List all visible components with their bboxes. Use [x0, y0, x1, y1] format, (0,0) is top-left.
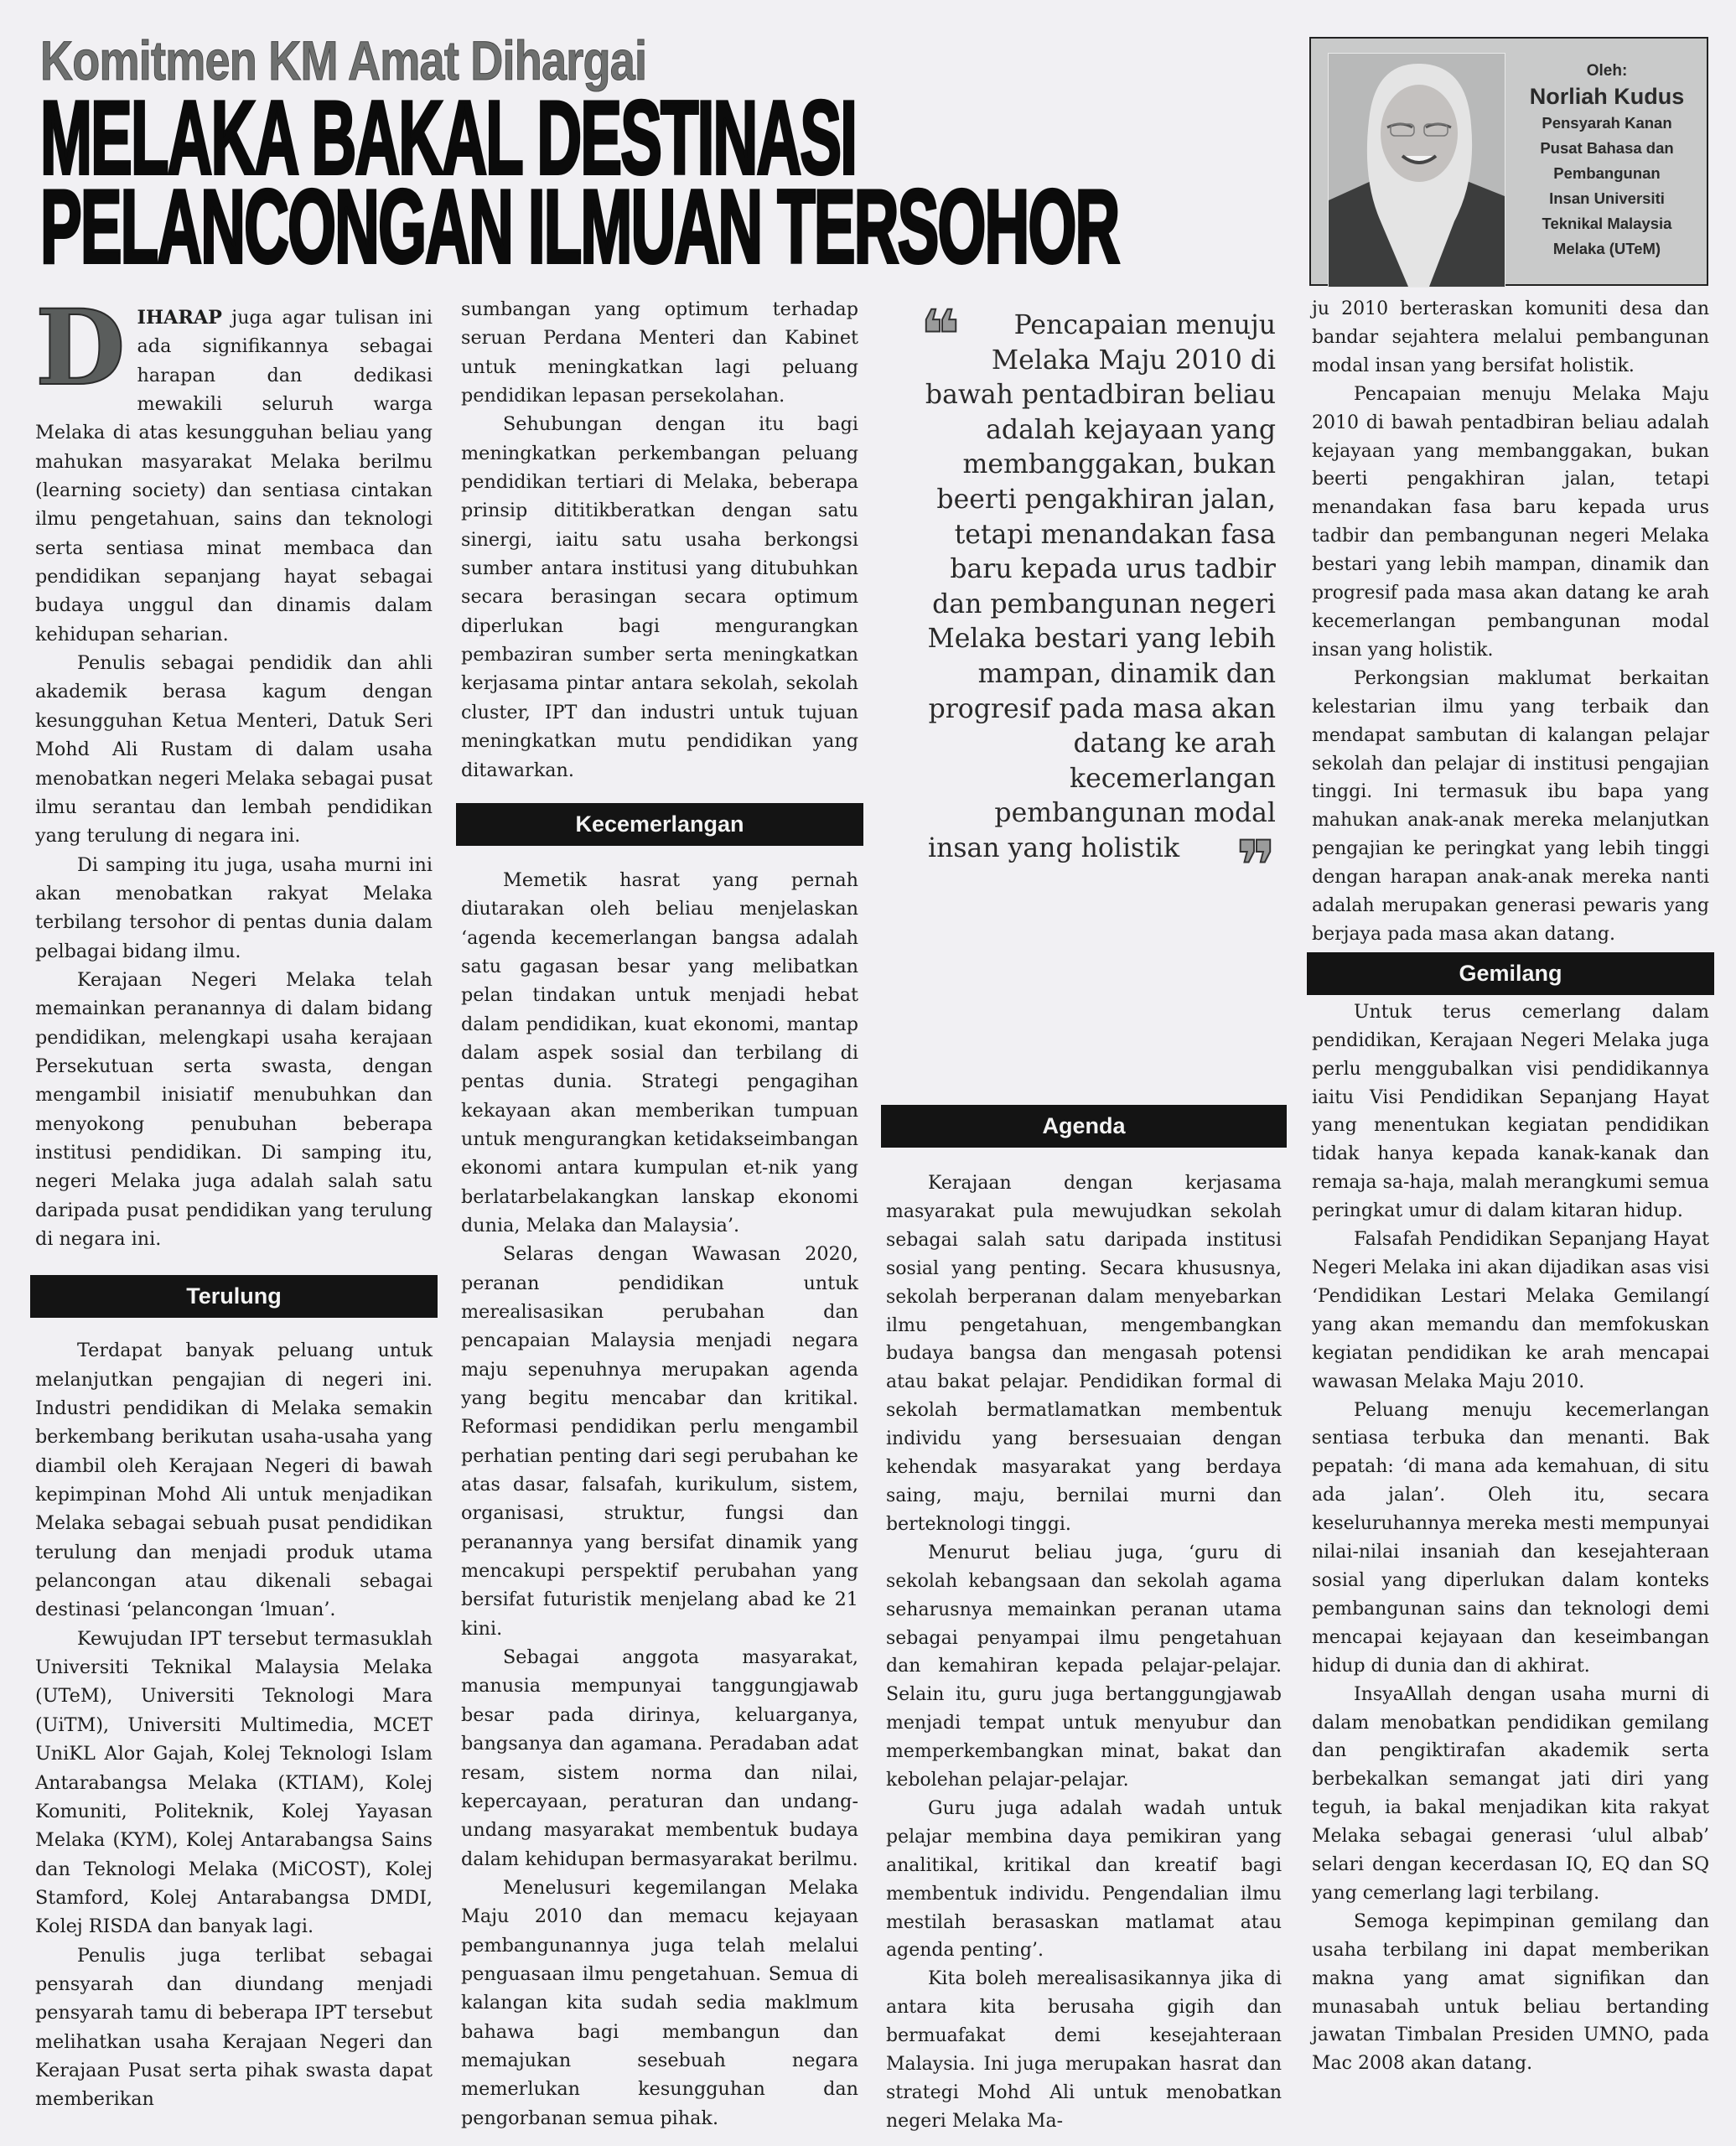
open-quote-icon: ❝: [920, 296, 960, 374]
headline-line-1: MELAKA BAKAL DESTINASI: [40, 80, 857, 196]
paragraph: Semoga kepimpinan gemilang dan usaha terbilang ini dapat memberikan makna yang amat signifikan dan munasabah untuk beliau bertanding jawatan Timbalan Presiden UMNO, pada Mac 2008 akan datang.: [1312, 1910, 1709, 2075]
author-role-line: Melaka (UTeM): [1552, 240, 1661, 257]
author-byline: [1512, 60, 1702, 262]
author-role-line: Pembangunan: [1553, 164, 1661, 182]
kicker-headline: Komitmen KM Amat Dihargai: [40, 29, 647, 91]
author-role-line: Teknikal Malaysia: [1542, 215, 1672, 232]
author-photo: [1328, 53, 1505, 288]
paragraph: Untuk terus cemerlang dalam pendidikan, Kerajaan Negeri Melaka juga perlu menggubalkan visi pendidikannya iaitu Visi Pendidikan Sepanjang Hayat yang menentukan kegiatan pendidikan tidak hanya kepada kanak-kanak dan remaja sa-haja, malah merangkumi semua peringkat umur di dalam kitaran hidup.: [1312, 1001, 1709, 1222]
paragraph: Memetik hasrat yang pernah diutarakan oleh beliau menjelaskan ‘agenda kecemerlangan bangsa adalah satu gagasan besar yang melibatkan pelan tindakan untuk menjadi hebat dalam pendidikan, kuat ekonomi, mantap dalam aspek sosial dan terbilang di pentas dunia. Strategi pengagihan kekayaan akan memberikan tumpuan untuk mengurangkan ketidakseimbangan ekonomi antara kumpulan et-nik yang berlatarbelakangkan lanskap ekonomi dunia, Melaka dan Malaysia’.: [461, 868, 858, 1236]
main-headline: [40, 80, 1119, 285]
author-role-line: Pusat Bahasa dan: [1540, 139, 1674, 157]
author-role-line: Pensyarah Kanan: [1542, 114, 1672, 132]
article-column-1: [35, 288, 433, 2114]
article-column-4: [1312, 295, 1709, 2078]
section-heading-agenda: Agenda: [881, 1105, 1287, 1148]
paragraph: Terdapat banyak peluang untuk melanjutkan pengajian di negeri ini. Industri pendidikan di Melaka semakin berkembang berikutan usaha-usaha yang diambil oleh Kerajaan Negeri di bawah kepimpinan Mohd Ali untuk menjadikan Melaka sebagai sebuah pusat pendidikan terulung dan menjadi produk utama pelancongan atau dikenali sebagai destinasi ‘pelancongan ‘lmuan’.: [35, 1340, 433, 1621]
lead-word: IHARAP: [137, 307, 222, 329]
paragraph: Sehubungan dengan itu bagi meningkatkan perkembangan peluang pendidikan tertiari di Melaka, beberapa prinsip dititikberatkan dengan satu sinergi, iaitu satu usaha berkongsi sumber antara institusi yang ditubuhkan secara berasingan secara optimum diperlukan bagi mengurangkan pembaziran sumber serta meningkatkan kerjasama pintar antara sekolah, sekolah cluster, IPT dan industri untuk tujuan meningkatkan mutu pendidikan yang ditawarkan.: [461, 413, 858, 781]
paragraph: [35, 288, 433, 649]
byline-label: Oleh:: [1586, 62, 1628, 80]
drop-cap: D: [35, 288, 126, 409]
paragraph: Penulis juga terlibat sebagai pensyarah dan diundang menjadi pensyarah tamu di beberapa IPT tersebut melihatkan usaha Kerajaan Negeri dan Kerajaan Pusat serta pihak swasta dapat memberikan: [35, 1944, 433, 2111]
author-role-line: Insan Universiti: [1549, 189, 1665, 207]
section-heading-gemilang: Gemilang: [1307, 952, 1714, 995]
paragraph: Guru juga adalah wadah untuk pelajar membina daya pemikiran yang analitikal, kritikal dan kreatif bagi membentuk individu. Pengendalian ilmu mestilah berasaskan matlamat atau agenda penting’.: [886, 1797, 1282, 1962]
paragraph: Perkongsian maklumat berkaitan kelestarian ilmu yang terbaik dan mendapat sambutan di kalangan pelajar sekolah dan pelajar di institusi pengajian tinggi. Ini termasuk ibu bapa yang mahukan anak-anak mereka melanjutkan pengajian ke peringkat yang lebih tinggi dengan harapan anak-anak mereka nanti adalah merupakan generasi pewaris yang berjaya pada masa akan datang.: [1312, 667, 1709, 945]
article-column-3: [886, 1105, 1282, 2136]
paragraph: Menurut beliau juga, ‘guru di sekolah kebangsaan dan sekolah agama seharusnya memainkan peranan utama sebagai penyampai ilmu pengetahuan dan kemahiran kepada pelajar-pelajar. Selain itu, guru juga bertanggungjawab menjadi tempat untuk menyubur dan memperkembangkan minat, bakat dan kebolehan pelajar-pelajar.: [886, 1542, 1282, 1791]
paragraph: Menelusuri kegemilangan Melaka Maju 2010 dan memacu kejayaan pembangunannya juga telah melalui penguasaan ilmu pengetahuan. Semua di kalangan kita sudah sedia maklmum bahawa bagi membangun dan memajukan sesebuah negara memerlukan kesungguhan dan pengorbanan semua pihak.: [461, 1876, 858, 2129]
section-heading-kecemerlangan: Kecemerlangan: [456, 803, 863, 846]
paragraph: Sebagai anggota masyarakat, manusia mempunyai tanggungjawab besar pada dirinya, keluarganya, bangsanya dan agamana. Peradaban adat resam, sistem norma dan nilai, kepercayaan, peraturan dan undang-undang masyarakat membentuk budaya dalam kehidupan bermasyarakat berilmu.: [461, 1646, 858, 1870]
paragraph: Kita boleh merealisasikannya jika di antara kita berusaha gigih dan bermuafakat demi kesejahteraan Malaysia. Ini juga merupakan hasrat dan strategi Mohd Ali untuk menobatkan negeri Melaka Ma-: [886, 1968, 1282, 2132]
paragraph: InsyaAllah dengan usaha murni di dalam menobatkan pendidikan gemilang dan pengiktirafan akademik serta berbekalkan semangat jati diri yang teguh, ia bakal menjadikan kita rakyat Melaka sebagai generasi ‘ulul albab’ selari dengan kecerdasan IQ, EQ dan SQ yang cemerlang lagi terbilang.: [1312, 1683, 1709, 1904]
paragraph: Kerajaan dengan kerjasama masyarakat pula mewujudkan sekolah sebagai salah satu daripada institusi sosial yang penting. Secara khususnya, sekolah berperanan dalam menyebarkan ilmu pengetahuan, mengembangkan budaya bangsa dan mengasah potensi atau bakat pelajar. Pendidikan formal di sekolah bermatlamatkan membentuk individu yang bersesuaian dengan kehendak masyarakat yang berdaya saing, maju, bernilai murni dan berteknologi tinggi.: [886, 1173, 1282, 1535]
paragraph: Penulis sebagai pendidik dan ahli akademik berasa kagum dengan kesungguhan Ketua Menteri, Datuk Seri Mohd Ali Rustam di dalam usaha menobatkan negeri Melaka sebagai pusat ilmu serantau dan lembah pendidikan yang terulung di negara ini.: [35, 652, 433, 848]
paragraph: sumbangan yang optimum terhadap seruan Perdana Menteri dan Kabinet untuk meningkatkan lagi peluang pendidikan lepasan persekolahan.: [461, 298, 858, 407]
article-column-2: [461, 295, 858, 2133]
headline-line-2: PELANCONGAN ILMUAN TERSOHOR: [40, 169, 1119, 285]
paragraph: Kewujudan IPT tersebut termasuklah Universiti Teknikal Malaysia Melaka (UTeM), Universiti Teknologi Mara (UiTM), Universiti Multimedia, MCET UniKL Alor Gajah, Kolej Teknologi Islam Antarabangsa Melaka (KTIAM), Kolej Komuniti, Politeknik, Kolej Yayasan Melaka (KYM), Kolej Antarabangsa Sains dan Teknologi Melaka (MiCOST), Kolej Stamford, Kolej Antarabangsa DMDI, Kolej RISDA dan banyak lagi.: [35, 1627, 433, 1938]
paragraph: Kerajaan Negeri Melaka telah memainkan peranannya di dalam bidang pendidikan, melengkapi usaha kerajaan Persekutuan serta swasta, dengan mengambil inisiatif menubuhkan dan menyokong penubuhan beberapa institusi pendidikan. Di samping itu, negeri Melaka juga adalah salah satu daripada pusat pendidikan yang terulung di negara ini.: [35, 968, 433, 1250]
paragraph: Di samping itu juga, usaha murni ini akan menobatkan rakyat Melaka terbilang tersohor di pentas dunia dalam pelbagai bidang ilmu.: [35, 853, 433, 962]
paragraph: ju 2010 berteraskan komuniti desa dan bandar sejahtera melalui pembangunan modal insan yang bersifat holistik.: [1312, 298, 1709, 376]
author-box: [1309, 37, 1708, 286]
paragraph-text: juga agar tulisan ini ada signifikannya sebagai harapan dan dedikasi mewakili seluruh warga Melaka di atas kesungguhan beliau yang mahukan masyarakat Melaka berilmu (learning society) dan sentiasa cintakan ilmu pengetahuan, sains dan teknologi serta sentiasa minat membaca dan pendidikan sepanjang hayat sebagai budaya unggul dan dinamis dalam kehidupan seharian.: [35, 307, 433, 645]
close-quote-icon: ❞: [1236, 826, 1276, 905]
section-heading-terulung: Terulung: [30, 1275, 438, 1318]
paragraph: Falsafah Pendidikan Sepanjang Hayat Negeri Melaka ini akan dijadikan asas visi ‘Pendidikan Lestari Melaka Gemilangí yang akan memandu dan memfokuskan kegiatan pendidikan ke arah mencapai wawasan Melaka Maju 2010.: [1312, 1229, 1709, 1392]
pull-quote: [920, 296, 1276, 905]
paragraph: Peluang menuju kecemerlangan sentiasa terbuka dan menanti. Bak pepatah: ‘di mana ada kemahuan, di situ ada jalan’. Oleh itu, secara keseluruhannya mereka mesti mempunyai nilai-nilai insaniah dan kesejahteraan sosial yang diperlukan dalam konteks pembangunan sains dan teknologi demi mencapai kejayaan dan keseimbangan hidup di dunia dan di akhirat.: [1312, 1399, 1709, 1677]
paragraph: Pencapaian menuju Melaka Maju 2010 di bawah pentadbiran beliau adalah kejayaan yang membanggakan, bukan beerti pengakhiran jalan, tetapi menandakan fasa baru kepada urus tadbir dan pembangunan negeri Melaka bestari yang lebih mampan, dinamik dan progresif pada masa akan datang ke arah kecemerlangan pembangunan modal insan yang holistik.: [1312, 383, 1709, 661]
author-portrait-icon: [1329, 54, 1505, 287]
pull-quote-text: Pencapaian menuju Melaka Maju 2010 di bawah pentadbiran beliau adalah kejayaan yang membanggakan, bukan beerti pengakhiran jalan, tetapi menandakan fasa baru kepada urus tadbir dan pembangunan negeri Melaka bestari yang lebih mampan, dinamik dan progresif pada masa akan datang ke arah kecemerlangan pembangunan modal insan yang holistik: [925, 310, 1276, 863]
author-name: Norliah Kudus: [1529, 84, 1685, 109]
paragraph: Selaras dengan Wawasan 2020, peranan pendidikan untuk merealisasikan perubahan dan pencapaian Malaysia menjadi negara maju sepenuhnya merupakan agenda yang begitu mencabar dan kritikal. Reformasi pendidikan perlu mengambil perhatian penting dari segi perubahan ke atas dasar, falsafah, kurikulum, sistem, organisasi, struktur, fungsi dan peranannya yang bersifat dinamik yang mencakupi perspektif perubahan yang bersifat futuristik menjelang abad ke 21 kini.: [461, 1243, 858, 1640]
